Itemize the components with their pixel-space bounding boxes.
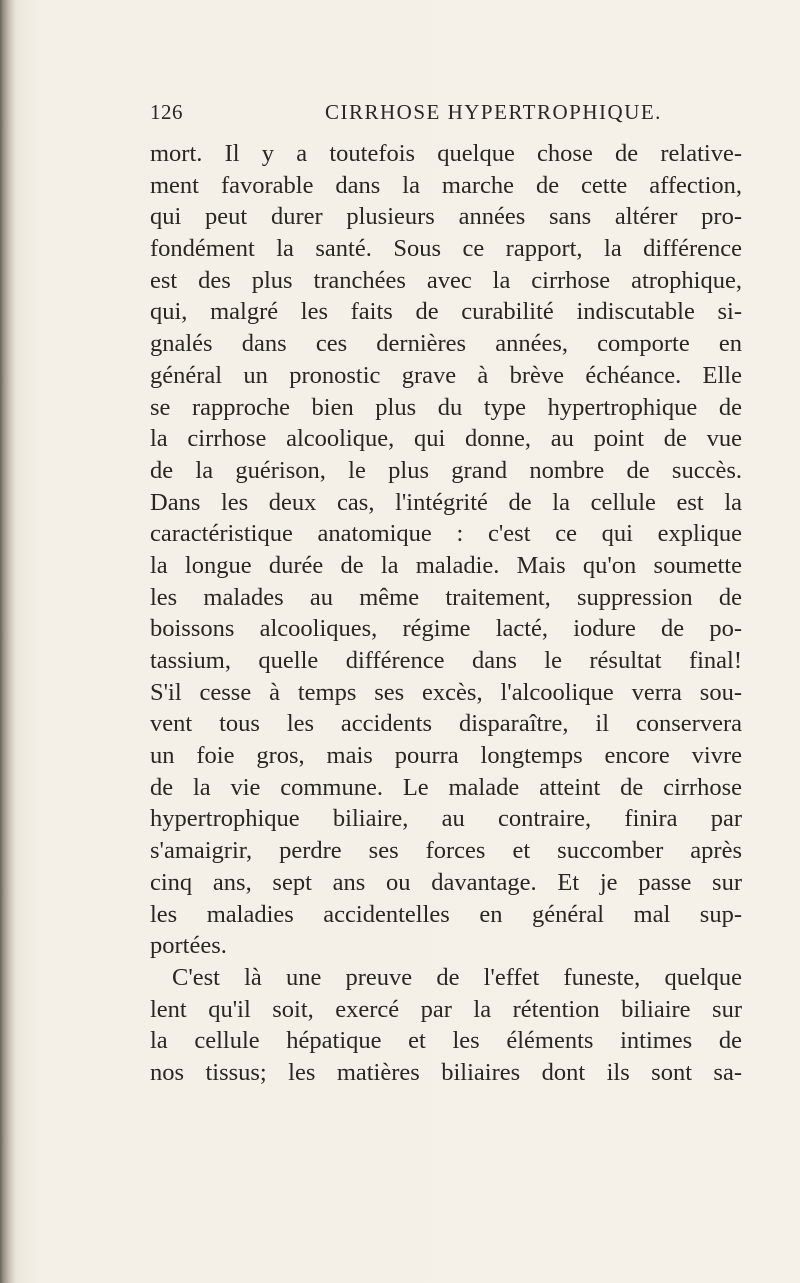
text-line: la cirrhose alcoolique, qui donne, au point de vue — [150, 425, 742, 453]
text-line: de la guérison, le plus grand nombre de succès. — [150, 456, 742, 484]
text-line: gnalés dans ces dernières années, comporte en — [150, 330, 742, 358]
text-line: la longue durée de la maladie. Mais qu'on soumette — [150, 551, 742, 579]
body-text — [150, 138, 742, 1089]
paragraph-end-line: portées. — [150, 932, 227, 960]
text-line: boissons alcooliques, régime lacté, iodure de po- — [150, 615, 742, 643]
text-line: S'il cesse à temps ses excès, l'alcoolique verra sou- — [150, 678, 742, 706]
text-line: les maladies accidentelles en général mal sup- — [150, 900, 742, 928]
text-line: Dans les deux cas, l'intégrité de la cellule est la — [150, 488, 742, 516]
text-line: se rapproche bien plus du type hypertrophique de — [150, 393, 742, 421]
text-line: s'amaigrir, perdre ses forces et succomber après — [150, 837, 742, 865]
text-line: de la vie commune. Le malade atteint de cirrhose — [150, 773, 742, 801]
text-line: fondément la santé. Sous ce rapport, la différence — [150, 235, 742, 263]
page-header — [150, 100, 740, 128]
text-line: tassium, quelle différence dans le résultat final! — [150, 647, 742, 674]
text-line: est des plus tranchées avec la cirrhose atrophique, — [150, 266, 742, 294]
text-line: cinq ans, sept ans ou davantage. Et je passe sur — [150, 868, 742, 896]
page-number: 126 — [150, 100, 183, 124]
running-title: CIRRHOSE HYPERTROPHIQUE. — [325, 100, 662, 124]
text-line: qui, malgré les faits de curabilité indiscutable si- — [150, 298, 742, 326]
text-line: nos tissus; les matières biliaires dont ils sont sa- — [150, 1058, 742, 1086]
text-line: un foie gros, mais pourra longtemps encore vivre — [150, 742, 742, 770]
paragraph-start-line: C'est là une preuve de l'effet funeste, quelque — [172, 963, 742, 991]
text-line: ment favorable dans la marche de cette affection, — [150, 171, 742, 199]
text-line: la cellule hépatique et les éléments intimes de — [150, 1027, 742, 1055]
binding-edge — [0, 0, 16, 1283]
text-line: vent tous les accidents disparaître, il conservera — [150, 710, 742, 738]
text-line: les malades au même traitement, suppression de — [150, 583, 742, 611]
text-line: caractéristique anatomique : c'est ce qui explique — [150, 520, 742, 548]
text-line: qui peut durer plusieurs années sans altérer pro- — [150, 203, 742, 231]
text-line: hypertrophique biliaire, au contraire, finira par — [150, 805, 742, 833]
text-line: lent qu'il soit, exercé par la rétention biliaire sur — [150, 995, 742, 1023]
text-line: général un pronostic grave à brève échéance. Elle — [150, 361, 742, 389]
text-line: mort. Il y a toutefois quelque chose de relative- — [150, 140, 742, 167]
